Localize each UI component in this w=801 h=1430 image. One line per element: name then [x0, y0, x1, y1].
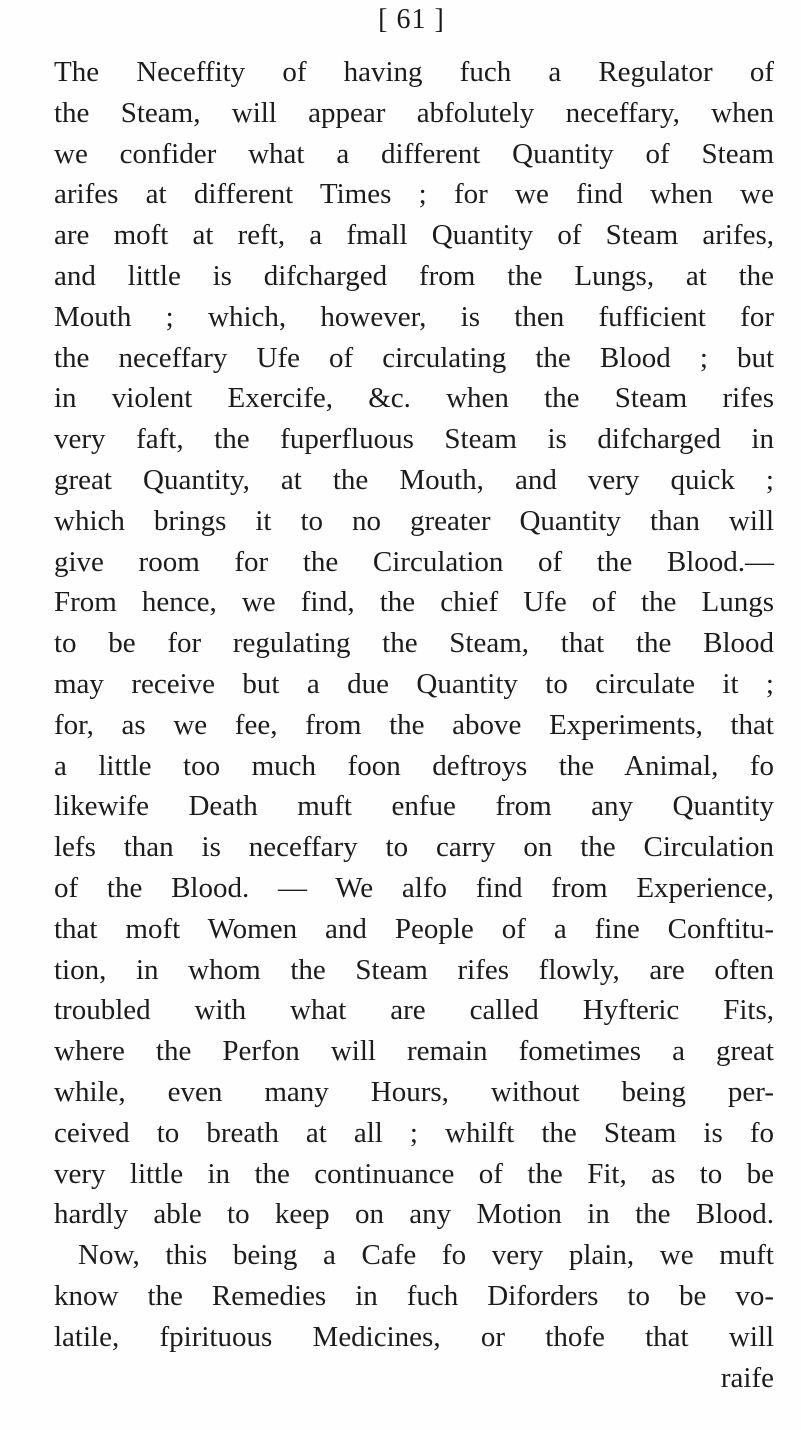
text-line: From hence, we find, the chief Ufe of the Lungs: [54, 586, 774, 619]
text-line: the neceffary Ufe of circulating the Blood ; but: [54, 341, 774, 374]
text-line: The Neceffity of having fuch a Regulator of: [54, 56, 774, 88]
text-line: Mouth ; which, however, is then fufficient for: [54, 300, 774, 333]
text-line: give room for the Circulation of the Blood.—: [54, 545, 774, 578]
text-line: we confider what a different Quantity of Steam: [54, 137, 774, 170]
catchword: raife: [720, 1361, 774, 1394]
text-line: are moft at reft, a fmall Quantity of Steam arifes,: [54, 219, 774, 252]
text-line: may receive but a due Quantity to circulate it ;: [54, 667, 774, 700]
text-line: tion, in whom the Steam rifes flowly, are often: [54, 953, 774, 986]
text-line: for, as we fee, from the above Experiments, that: [54, 708, 774, 741]
text-line: that moft Women and People of a fine Conftitu-: [54, 912, 774, 945]
text-line: very little in the continuance of the Fit, as to be: [54, 1157, 774, 1190]
text-line: while, even many Hours, without being per-: [54, 1075, 774, 1108]
text-line: troubled with what are called Hyfteric Fits,: [54, 994, 774, 1027]
text-line: great Quantity, at the Mouth, and very quick ;: [54, 463, 774, 496]
text-line: hardly able to keep on any Motion in the Blood.: [54, 1198, 774, 1231]
text-line: to be for regulating the Steam, that the Blood: [54, 627, 774, 660]
text-line: very faft, the fuperfluous Steam is difcharged in: [54, 423, 774, 456]
text-line: and little is difcharged from the Lungs, at the: [54, 259, 774, 292]
text-line: latile, fpirituous Medicines, or thofe that will: [54, 1320, 774, 1353]
text-line: ceived to breath at all ; whilft the Steam is fo: [54, 1116, 774, 1149]
text-line: lefs than is neceffary to carry on the Circulation: [54, 831, 774, 864]
paragraph-start-line: Now, this being a Cafe fo very plain, we muft: [78, 1239, 774, 1272]
text-line: know the Remedies in fuch Diforders to be vo-: [54, 1279, 774, 1312]
text-line: of the Blood. — We alfo find from Experience,: [54, 871, 774, 904]
text-line: likewife Death muft enfue from any Quantity: [54, 790, 774, 823]
body-text: [54, 52, 774, 1398]
text-line: in violent Exercife, &c. when the Steam rifes: [54, 382, 774, 415]
text-line: the Steam, will appear abfolutely neceffary, when: [54, 96, 774, 129]
text-line: which brings it to no greater Quantity than will: [54, 504, 774, 537]
text-line: a little too much foon deftroys the Animal, fo: [54, 749, 774, 782]
text-line: where the Perfon will remain fometimes a great: [54, 1035, 774, 1068]
text-line: arifes at different Times ; for we find when we: [54, 178, 774, 211]
page-number: [ 61 ]: [378, 4, 445, 35]
